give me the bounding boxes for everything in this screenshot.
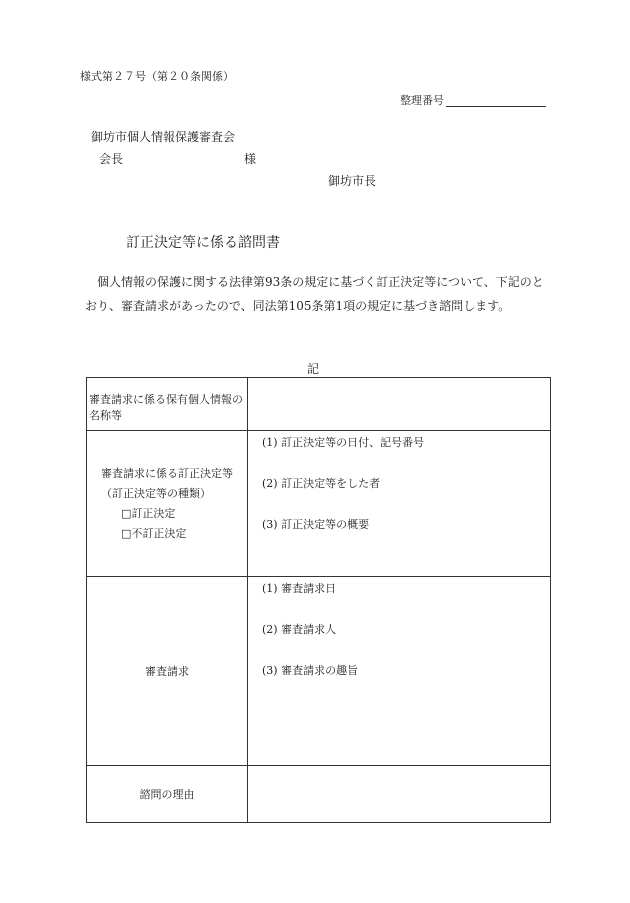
form-number: 様式第２７号（第２０条関係） — [80, 70, 234, 83]
list-item: (1) 審査請求日 — [262, 582, 337, 595]
correction-decision-items-cell — [248, 431, 551, 577]
table-row-inquiry-reason — [87, 766, 551, 823]
ki-heading: 記 — [307, 362, 320, 376]
table-row-info-name — [87, 378, 551, 431]
correction-decision-sublabel: （訂正決定等の種類） — [101, 486, 211, 500]
table-row-correction-decision — [87, 431, 551, 577]
inquiry-table — [86, 377, 551, 823]
body-paragraph: 個人情報の保護に関する法律第93条の規定に基づく訂正決定等について、下記のとおり、審査請求があったので、同法第105条第1項の規定に基づき諮問します。 — [85, 275, 544, 313]
reference-number-label: 整理番号 — [400, 94, 444, 107]
correction-decision-checkbox: □訂正決定 — [121, 506, 176, 520]
inquiry-reason-value — [248, 766, 551, 823]
table-row-review-request — [87, 577, 551, 766]
list-item: (3) 訂正決定等の概要 — [262, 518, 370, 531]
inquiry-reason-label: 諮問の理由 — [87, 766, 248, 823]
non-correction-decision-checkbox: □不訂正決定 — [121, 526, 187, 540]
correction-decision-label-cell — [87, 431, 248, 577]
correction-decision-label: 審査請求に係る訂正決定等 — [101, 466, 233, 480]
reference-number-line — [446, 106, 546, 107]
addressee-honorific: 様 — [244, 152, 257, 166]
addressee-title: 会長 — [99, 152, 124, 166]
info-name-label: 審査請求に係る保有個人情報の名称等 — [87, 378, 248, 431]
review-request-label: 審査請求 — [87, 577, 248, 766]
info-name-value — [248, 378, 551, 431]
list-item: (1) 訂正決定等の日付、記号番号 — [262, 436, 425, 449]
review-request-items-cell — [248, 577, 551, 766]
addressee-organization: 御坊市個人情報保護審査会 — [91, 130, 236, 144]
list-item: (3) 審査請求の趣旨 — [262, 664, 359, 677]
list-item: (2) 審査請求人 — [262, 623, 337, 636]
sender-name: 御坊市長 — [328, 174, 377, 188]
document-title: 訂正決定等に係る諮問書 — [126, 235, 280, 251]
list-item: (2) 訂正決定等をした者 — [262, 477, 381, 490]
